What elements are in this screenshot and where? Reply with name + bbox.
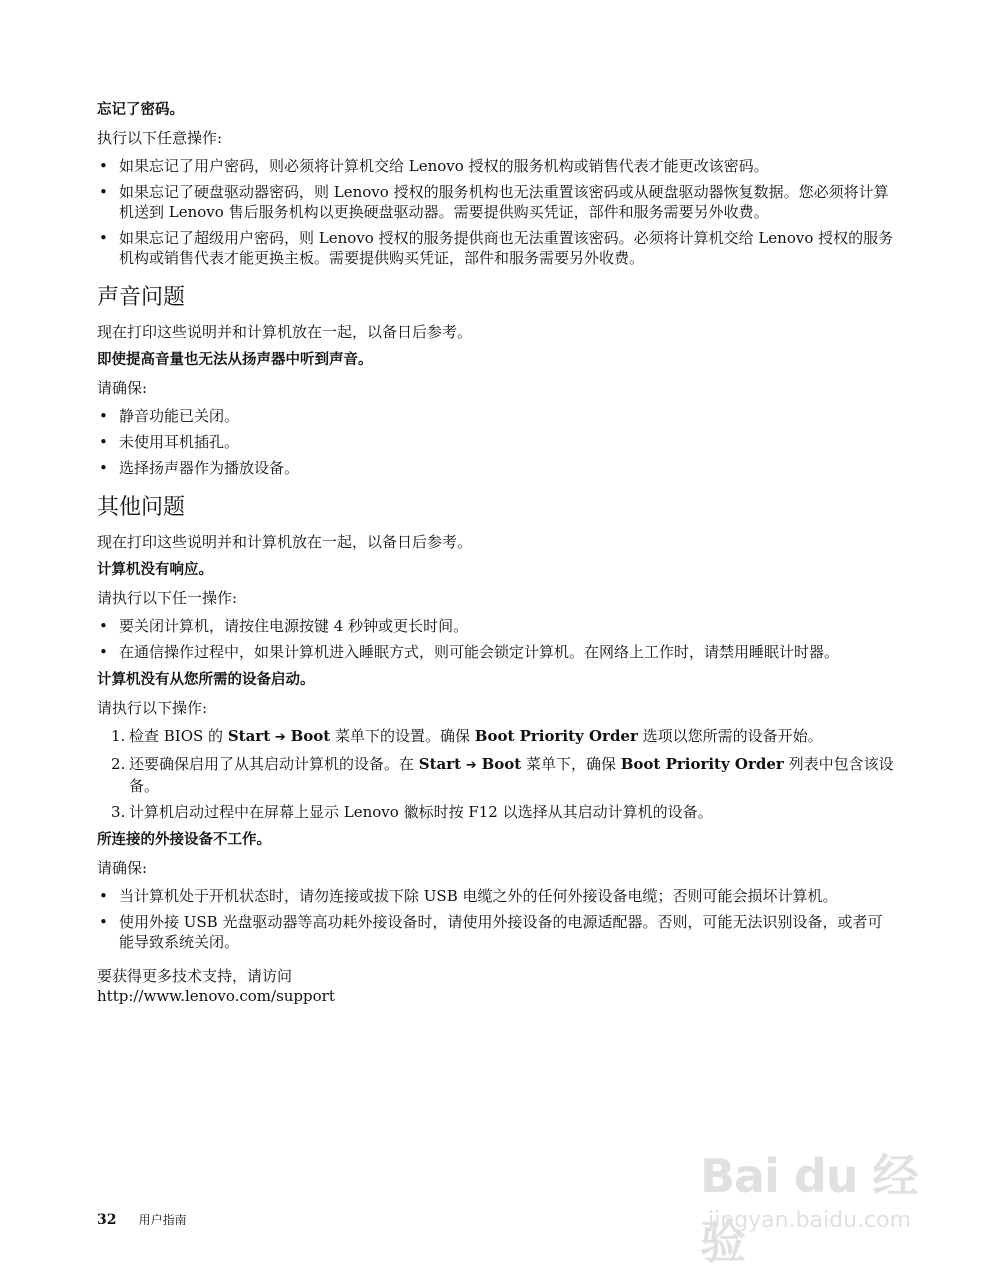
- forgot-password-heading: 忘记了密码。: [97, 102, 184, 118]
- arrow-icon: ➔: [465, 758, 477, 773]
- support-link[interactable]: http://www.lenovo.com/support: [97, 987, 335, 1005]
- page-content: [97, 100, 897, 1014]
- footer-title: 用户指南: [138, 1213, 187, 1227]
- option-boot-priority: Boot Priority Order: [474, 727, 638, 745]
- list-item: • 选择扬声器作为播放设备。: [97, 458, 897, 478]
- watermark-url: jingyan.baidu.com: [708, 1208, 912, 1233]
- list-item: • 如果忘记了硬盘驱动器密码，则 Lenovo 授权的服务机构也无法重置该密码或从硬盘驱动器恢复数据。您必须将计算机送到 Lenovo 售后服务机构以更换硬盘驱动器。需要提供购买凭证，部件和服务需要另外收费。: [97, 182, 897, 222]
- forgot-password-list: [97, 156, 897, 268]
- step-text: 菜单下的设置。确保: [330, 727, 475, 745]
- step-text: 检查 BIOS 的: [129, 727, 228, 745]
- step-number: 1.: [111, 727, 126, 745]
- list-item: • 使用外接 USB 光盘驱动器等高功耗外接设备时，请使用外接设备的电源适配器。否则，可能无法识别设备，或者可能导致系统关闭。: [97, 912, 897, 952]
- audio-section-title: 声音问题: [97, 285, 186, 310]
- list-item: • 未使用耳机插孔。: [97, 432, 897, 452]
- menu-boot: Boot: [290, 727, 331, 745]
- watermark-logo: Bai du 经验: [700, 1149, 918, 1269]
- menu-start: Start: [418, 755, 462, 773]
- step-text: 列表中包含该设备。: [129, 755, 894, 795]
- arrow-icon: ➔: [274, 730, 286, 745]
- audio-note: 现在打印这些说明并和计算机放在一起，以备日后参考。: [97, 323, 473, 341]
- list-item: • 在通信操作过程中，如果计算机进入睡眠方式，则可能会锁定计算机。在网络上工作时，请禁用睡眠计时器。: [97, 642, 897, 662]
- list-item: • 要关闭计算机，请按住电源按键 4 秒钟或更长时间。: [97, 616, 897, 636]
- option-boot-priority: Boot Priority Order: [620, 755, 784, 773]
- external-device-heading: 所连接的外接设备不工作。: [97, 832, 271, 848]
- step-item: [97, 802, 897, 822]
- list-item: • 如果忘记了超级用户密码，则 Lenovo 授权的服务提供商也无法重置该密码。必须将计算机交给 Lenovo 授权的服务机构或销售代表才能更换主板。需要提供购买凭证，部件和服务需要另外收费。: [97, 228, 897, 268]
- list-item: • 静音功能已关闭。: [97, 406, 897, 426]
- step-item: [97, 726, 897, 748]
- other-note: 现在打印这些说明并和计算机放在一起，以备日后参考。: [97, 533, 473, 551]
- forgot-password-intro: 执行以下任意操作:: [97, 129, 223, 147]
- audio-heading: 即使提高音量也无法从扬声器中听到声音。: [97, 352, 373, 368]
- boot-device-intro: 请执行以下操作:: [97, 699, 208, 717]
- audio-intro: 请确保:: [97, 379, 148, 397]
- menu-boot: Boot: [481, 755, 522, 773]
- external-device-intro: 请确保:: [97, 859, 148, 877]
- boot-device-steps: [97, 726, 897, 822]
- boot-device-heading: 计算机没有从您所需的设备启动。: [97, 672, 315, 688]
- page-footer: [97, 1211, 187, 1228]
- external-device-list: [97, 886, 897, 952]
- step-text: 选项以您所需的设备开始。: [637, 727, 823, 745]
- step-text: 计算机启动过程中在屏幕上显示 Lenovo 徽标时按 F12 以选择从其启动计算机的设备。: [129, 803, 713, 821]
- no-response-list: [97, 616, 897, 662]
- support-text: 要获得更多技术支持，请访问: [97, 967, 293, 985]
- no-response-intro: 请执行以下任一操作:: [97, 589, 238, 607]
- menu-start: Start: [227, 727, 271, 745]
- list-item: • 当计算机处于开机状态时，请勿连接或拔下除 USB 电缆之外的任何外接设备电缆；否则可能会损坏计算机。: [97, 886, 897, 906]
- step-number: 3.: [111, 803, 126, 821]
- step-text: 还要确保启用了从其启动计算机的设备。在: [129, 755, 419, 773]
- other-section-title: 其他问题: [97, 495, 186, 520]
- step-text: 菜单下，确保: [521, 755, 621, 773]
- no-response-heading: 计算机没有响应。: [97, 562, 213, 578]
- baidu-watermark: [700, 1130, 940, 1269]
- step-item: [97, 754, 897, 796]
- list-item: • 如果忘记了用户密码，则必须将计算机交给 Lenovo 授权的服务机构或销售代表才能更改该密码。: [97, 156, 897, 176]
- page-number: 32: [97, 1212, 117, 1228]
- step-number: 2.: [111, 755, 126, 773]
- audio-list: [97, 406, 897, 478]
